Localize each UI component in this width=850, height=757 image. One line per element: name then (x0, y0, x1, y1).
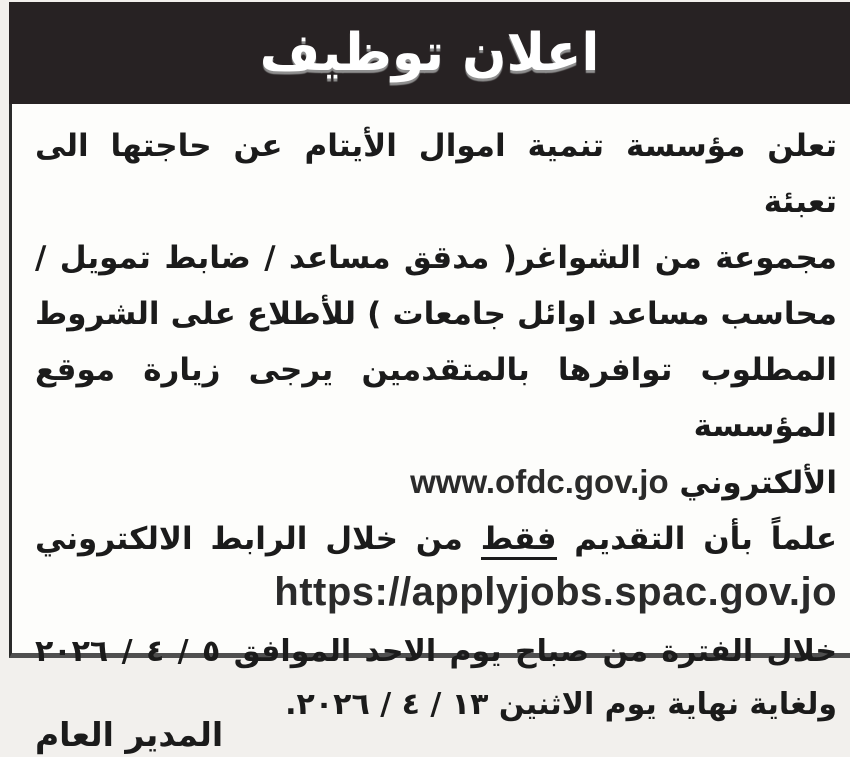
ad-body (9, 104, 850, 754)
period-end-line: ولغاية نهاية يوم الاثنين ١٣ / ٤ / ٢٠٢٦. (285, 687, 837, 722)
intro-line-2: مجموعة من الشواغر( مدقق مساعد / ضابط تمويل / (35, 240, 837, 276)
apply-url-line (35, 567, 837, 625)
period-start-line: خلال الفترة من صباح يوم الاحد الموافق ٥ / ٤ / ٢٠٢٦ (35, 634, 837, 669)
notice-text-pre: علماً بأن التقديم (556, 521, 837, 557)
intro-line-1: تعلن مؤسسة تنمية اموال الأيتام عن حاجتها الى تعبئة (35, 128, 837, 220)
apply-jobs-url: https://applyjobs.spac.gov.jo (274, 570, 837, 614)
notice-line (35, 511, 837, 567)
intro-line-3: محاسب مساعد اوائل جامعات ) للأطلاع على الشروط (35, 296, 837, 332)
website-line (35, 454, 837, 511)
job-announcement-ad (9, 2, 850, 754)
notice-underlined-word: فقط (481, 521, 557, 560)
website-label: الألكتروني (679, 465, 837, 501)
signature-general-director: المدير العام (35, 715, 224, 754)
corporation-website-url: www.ofdc.gov.jo (410, 463, 669, 500)
ad-header-bar (9, 2, 850, 104)
ad-title: اعلان توظيف (259, 23, 600, 83)
notice-text-post: من خلال الرابط الالكتروني (35, 521, 481, 557)
intro-line-4: المطلوب توافرها بالمتقدمين يرجى زيارة موقع المؤسسة (35, 352, 837, 444)
